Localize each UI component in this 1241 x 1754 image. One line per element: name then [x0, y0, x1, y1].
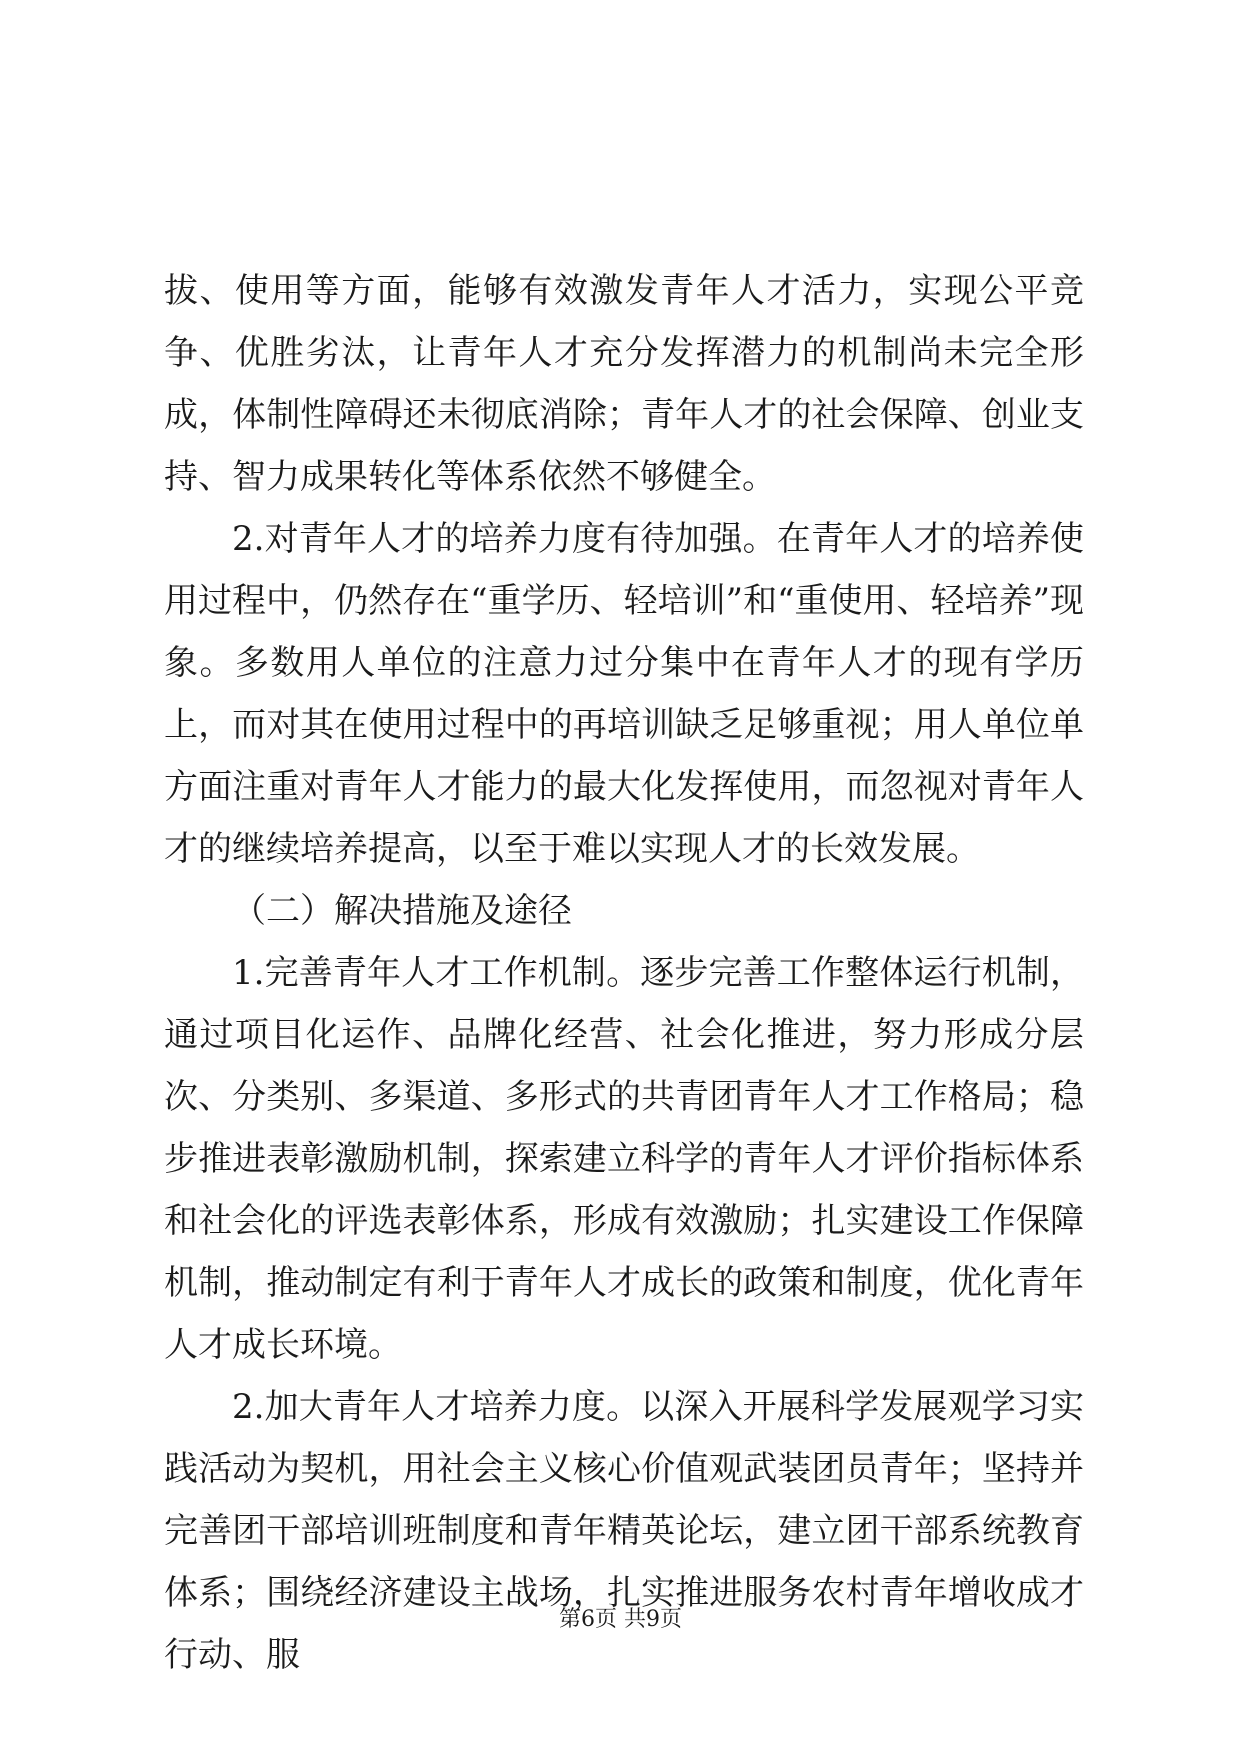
paragraph-mechanism: 1.完善青年人才工作机制。逐步完善工作整体运行机制，通过项目化运作、品牌化经营、社会化推进，努力形成分层次、分类别、多渠道、多形式的共青团青年人才工作格局；稳步推进表彰激励机制，探索建立科学的青年人才评价指标体系和社会化的评选表彰体系，形成有效激励；扎实建设工作保障机制，推动制定有利于青年人才成长的政策和制度，优化青年人才成长环境。 [164, 953, 1084, 1365]
page-footer: 第6页 共9页 [559, 1607, 682, 1632]
paragraph-training: 2.对青年人才的培养力度有待加强。在青年人才的培养使用过程中，仍然存在“重学历、轻培训”和“重使用、轻培养”现象。多数用人单位的注意力过分集中在青年人才的现有学历上，而对其在使用过程中的再培训缺乏足够重视；用人单位单方面注重对青年人才能力的最大化发挥使用，而忽视对青年人才的继续培养提高，以至于难以实现人才的长效发展。 [164, 519, 1084, 869]
section-heading: （二）解决措施及途径 [232, 891, 572, 931]
paragraph-continuation: 拔、使用等方面，能够有效激发青年人才活力，实现公平竞争、优胜劣汰，让青年人才充分发挥潜力的机制尚未完全形成，体制性障碍还未彻底消除；青年人才的社会保障、创业支持、智力成果转化等体系依然不够健全。 [164, 271, 1084, 497]
paragraph-cultivation: 2.加大青年人才培养力度。以深入开展科学发展观学习实践活动为契机，用社会主义核心价值观武装团员青年；坚持并完善团干部培训班制度和青年精英论坛，建立团干部系统教育体系；围绕经济建设主战场，扎实推进服务农村青年增收成才行动、服 [164, 1387, 1084, 1675]
document-body [164, 260, 1084, 1686]
